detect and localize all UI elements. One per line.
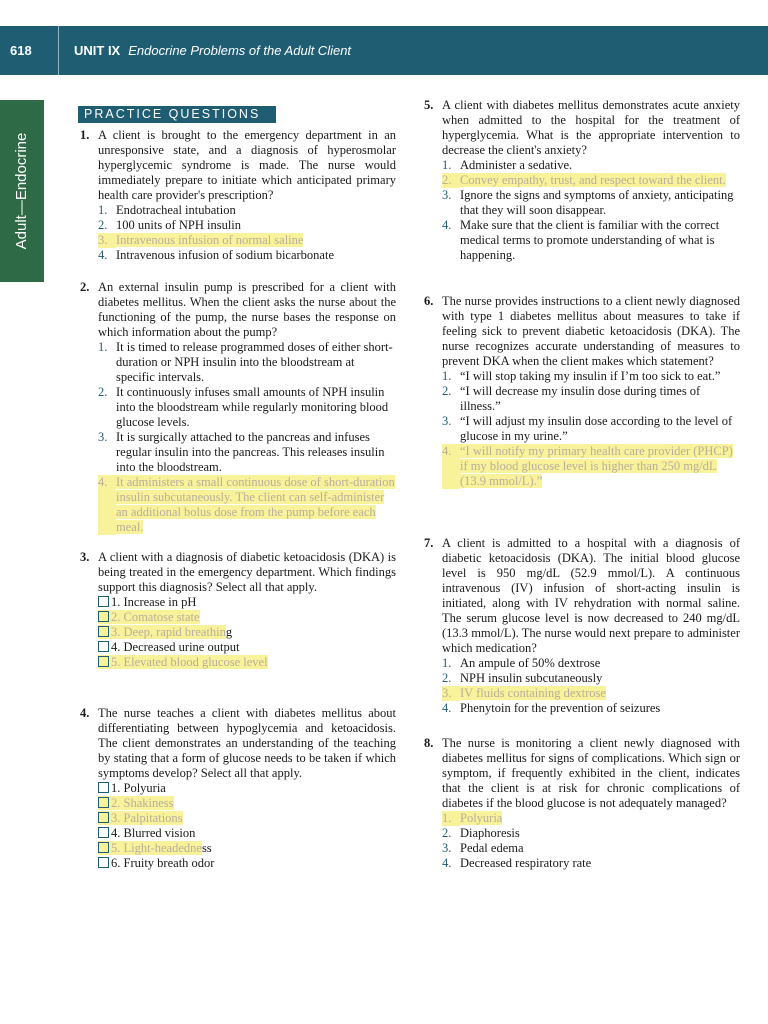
option-text: Phenytoin for the prevention of seizures xyxy=(460,701,661,715)
option-number: 2. xyxy=(98,218,108,232)
question-1 xyxy=(80,128,396,263)
question-5 xyxy=(424,98,740,263)
checkbox[interactable] xyxy=(98,812,109,823)
answer-option-highlighted[interactable] xyxy=(442,444,740,489)
option-text: “I will notify my primary health care provider (PHCP) if my blood glucose level is higher than 250 mg/dL (13.9 mmol/L).” xyxy=(460,444,733,488)
option-number: 2. xyxy=(111,610,121,624)
question-4 xyxy=(80,706,396,871)
answer-option-highlighted[interactable] xyxy=(98,233,396,248)
option-number: 2. xyxy=(442,384,452,398)
answer-option[interactable] xyxy=(442,701,740,716)
unit-title xyxy=(74,26,351,75)
answer-option[interactable] xyxy=(442,158,740,173)
checkbox-option-highlighted[interactable] xyxy=(98,610,396,625)
question-7 xyxy=(424,536,740,716)
checkbox-option-highlighted[interactable] xyxy=(98,655,396,670)
header-divider xyxy=(58,26,59,75)
option-number: 3. xyxy=(98,430,108,444)
option-text: Palpitations xyxy=(123,811,183,825)
answer-option[interactable] xyxy=(442,656,740,671)
option-text: Diaphoresis xyxy=(460,826,520,840)
option-text: 100 units of NPH insulin xyxy=(116,218,242,232)
option-number: 2. xyxy=(442,671,452,685)
option-number: 4. xyxy=(442,856,452,870)
question-number: 4. xyxy=(80,706,90,720)
option-text: Elevated blood glucose level xyxy=(123,655,268,669)
question-number: 2. xyxy=(80,280,90,294)
option-text: It is timed to release programmed doses of either short-duration or NPH insulin into the bloodstream at specific intervals. xyxy=(116,340,393,384)
answer-option[interactable] xyxy=(98,218,396,233)
option-text: NPH insulin subcutaneously xyxy=(460,671,603,685)
answer-option[interactable] xyxy=(442,384,740,414)
checkbox-option-highlighted[interactable] xyxy=(98,841,396,856)
option-text: Polyuria xyxy=(460,811,503,825)
question-stem xyxy=(80,280,396,340)
option-text: It is surgically attached to the pancreas and infuses regular insulin into the pancreas. This releases insulin into the bloodstream. xyxy=(116,430,385,474)
option-number: 4. xyxy=(98,475,116,535)
option-text: Polyuria xyxy=(123,781,166,795)
checkbox-option[interactable] xyxy=(98,640,396,655)
option-number: 3. xyxy=(442,414,452,428)
option-text: “I will decrease my insulin dose during times of illness.” xyxy=(460,384,701,413)
answer-option[interactable] xyxy=(442,826,740,841)
question-stem xyxy=(424,536,740,656)
checkbox[interactable] xyxy=(98,782,109,793)
question-stem xyxy=(424,294,740,369)
checkbox[interactable] xyxy=(98,626,109,637)
question-stem xyxy=(424,98,740,158)
option-text: Intravenous infusion of sodium bicarbonate xyxy=(116,248,335,262)
question-stem xyxy=(80,550,396,595)
question-text: A client with diabetes mellitus demonstrates acute anxiety when admitted to the hospital for the treatment of hyperglycemia. What is the appropriate intervention to decrease the client's anxiety? xyxy=(442,98,740,157)
option-text: Convey empathy, trust, and respect toward the client. xyxy=(460,173,726,187)
question-number: 3. xyxy=(80,550,90,564)
section-side-tab xyxy=(0,100,44,282)
option-text-tail: ss xyxy=(201,841,212,855)
question-number: 1. xyxy=(80,128,90,142)
option-text: It continuously infuses small amounts of NPH insulin into the bloodstream while regularly monitoring blood glucose levels. xyxy=(116,385,389,429)
option-number: 1. xyxy=(442,811,460,826)
option-number: 5. xyxy=(111,655,121,669)
option-number: 1. xyxy=(442,369,452,383)
option-number: 4. xyxy=(442,701,452,715)
option-number: 2. xyxy=(442,173,460,188)
checkbox[interactable] xyxy=(98,641,109,652)
question-text: A client is admitted to a hospital with a diagnosis of diabetic ketoacidosis (DKA). The initial blood glucose level is 950 mg/dL (52.9 mmol/L). A continuous intravenous (IV) infusion of short-acting insulin is initiated, along with IV rehydration with normal saline. The serum glucose level is now decreased to 240 mg/dL (13.3 mmol/L). The nurse would next prepare to administer which medication? xyxy=(442,536,740,655)
checkbox-option[interactable] xyxy=(98,856,396,871)
option-number: 3. xyxy=(442,686,460,701)
checkbox[interactable] xyxy=(98,797,109,808)
option-text: An ampule of 50% dextrose xyxy=(460,656,601,670)
checkbox[interactable] xyxy=(98,596,109,607)
option-number: 5. xyxy=(111,841,121,855)
answer-option-highlighted[interactable] xyxy=(442,173,740,188)
checkbox-option-highlighted[interactable] xyxy=(98,796,396,811)
answer-option[interactable] xyxy=(98,248,396,263)
option-text: Decreased respiratory rate xyxy=(460,856,592,870)
option-text: It administers a small continuous dose of short-duration insulin subcutaneously. The client can self-administer an additional bolus dose from the pump before each meal. xyxy=(116,475,395,534)
option-number: 2. xyxy=(442,826,452,840)
option-text: Increase in pH xyxy=(123,595,197,609)
option-text: Endotracheal intubation xyxy=(116,203,236,217)
question-stem xyxy=(80,128,396,203)
question-text: The nurse is monitoring a client newly diagnosed with diabetes mellitus for signs of complications. Which sign or symptom, if frequently exhibited in the client, indicates that the client is at risk for chronic complications of diabetes if the blood glucose is not adequately managed? xyxy=(442,736,740,810)
checkbox[interactable] xyxy=(98,827,109,838)
option-text: Ignore the signs and symptoms of anxiety, anticipating that they will soon disappear. xyxy=(460,188,734,217)
question-6 xyxy=(424,294,740,489)
question-2 xyxy=(80,280,396,535)
option-number: 6. xyxy=(111,856,121,870)
question-number: 6. xyxy=(424,294,434,308)
option-number: 1. xyxy=(98,340,108,354)
option-text: IV fluids containing dextrose xyxy=(460,686,606,700)
question-8 xyxy=(424,736,740,871)
option-number: 4. xyxy=(442,218,452,232)
option-number: 4. xyxy=(111,826,121,840)
practice-questions-banner xyxy=(78,106,276,123)
option-text: Make sure that the client is familiar with the correct medical terms to promote understanding of what is happening. xyxy=(460,218,720,262)
option-number: 2. xyxy=(98,385,108,399)
question-number: 8. xyxy=(424,736,434,750)
option-number: 4. xyxy=(98,248,108,262)
answer-option[interactable] xyxy=(98,430,396,475)
option-number: 1. xyxy=(98,203,108,217)
question-text: A client is brought to the emergency department in an unresponsive state, and a diagnosis of hyperosmolar hyperglycemic syndrome is made. The nurse would immediately prepare to initiate which anticipated primary health care provider's prescription? xyxy=(98,128,396,202)
option-number: 3. xyxy=(111,811,121,825)
page-number: 618 xyxy=(10,43,32,58)
question-text: An external insulin pump is prescribed for a client with diabetes mellitus. When the client asks the nurse about the functioning of the pump, the nurse bases the response on which information about the pump? xyxy=(98,280,396,339)
option-text: Decreased urine output xyxy=(123,640,240,654)
option-number: 3. xyxy=(111,625,121,639)
option-text: Deep, rapid breathin xyxy=(123,625,226,639)
answer-option[interactable] xyxy=(442,188,740,218)
checkbox[interactable] xyxy=(98,842,109,853)
checkbox-option[interactable] xyxy=(98,826,396,841)
question-text: The nurse teaches a client with diabetes mellitus about differentiating between hypoglycemia and ketoacidosis. The client demonstrates an understanding of the teaching by stating that a form of glucose needs to be taken if which symptoms develop? Select all that apply. xyxy=(98,706,396,780)
option-number: 4. xyxy=(442,444,460,489)
unit-label: UNIT IX xyxy=(74,43,121,58)
option-text: Administer a sedative. xyxy=(460,158,573,172)
option-text: Fruity breath odor xyxy=(123,856,215,870)
checkbox[interactable] xyxy=(98,611,109,622)
checkbox-option[interactable] xyxy=(98,781,396,796)
chapter-title: Endocrine Problems of the Adult Client xyxy=(128,43,352,58)
checkbox-option-highlighted[interactable] xyxy=(98,625,396,640)
option-text: Blurred vision xyxy=(123,826,196,840)
option-number: 1. xyxy=(111,595,121,609)
option-number: 2. xyxy=(111,796,121,810)
answer-option[interactable] xyxy=(442,414,740,444)
option-number: 1. xyxy=(442,158,452,172)
answer-option[interactable] xyxy=(98,385,396,430)
option-text-tail: g xyxy=(225,625,233,639)
answer-option[interactable] xyxy=(442,856,740,871)
option-number: 1. xyxy=(111,781,121,795)
option-number: 3. xyxy=(442,841,452,855)
answer-option[interactable] xyxy=(442,671,740,686)
question-number: 7. xyxy=(424,536,434,550)
question-text: The nurse provides instructions to a client newly diagnosed with type 1 diabetes mellitus about measures to take if feeling sick to prevent diabetic ketoacidosis (DKA). The nurse recognizes accurate understanding of measures to prevent DKA when the client makes which statement? xyxy=(442,294,740,368)
option-text: “I will stop taking my insulin if I’m too sick to eat.” xyxy=(460,369,721,383)
question-3 xyxy=(80,550,396,670)
option-text: Light-headedne xyxy=(123,841,202,855)
answer-option-highlighted[interactable] xyxy=(442,811,740,826)
option-number: 3. xyxy=(442,188,452,202)
question-number: 5. xyxy=(424,98,434,112)
question-stem xyxy=(424,736,740,811)
answer-option-highlighted[interactable] xyxy=(442,686,740,701)
answer-option[interactable] xyxy=(98,340,396,385)
section-title: PRACTICE QUESTIONS xyxy=(84,107,261,121)
checkbox[interactable] xyxy=(98,656,109,667)
checkbox-option-highlighted[interactable] xyxy=(98,811,396,826)
answer-option-highlighted[interactable] xyxy=(98,475,396,535)
question-stem xyxy=(80,706,396,781)
checkbox-option[interactable] xyxy=(98,595,396,610)
answer-option[interactable] xyxy=(98,203,396,218)
option-number: 3. xyxy=(98,233,116,248)
option-number: 4. xyxy=(111,640,121,654)
question-text: A client with a diagnosis of diabetic ketoacidosis (DKA) is being treated in the emergency department. Which findings support this diagnosis? Select all that apply. xyxy=(98,550,396,594)
running-header xyxy=(0,26,768,75)
answer-option[interactable] xyxy=(442,218,740,263)
side-tab-label: Adult—Endocrine xyxy=(13,132,30,250)
option-text: “I will adjust my insulin dose according to the level of glucose in my urine.” xyxy=(460,414,733,443)
checkbox[interactable] xyxy=(98,857,109,868)
option-text: Shakiness xyxy=(123,796,174,810)
answer-option[interactable] xyxy=(442,841,740,856)
option-text: Intravenous infusion of normal saline xyxy=(116,233,304,247)
option-text: Pedal edema xyxy=(460,841,524,855)
option-number: 1. xyxy=(442,656,452,670)
answer-option[interactable] xyxy=(442,369,740,384)
option-text: Comatose state xyxy=(123,610,200,624)
